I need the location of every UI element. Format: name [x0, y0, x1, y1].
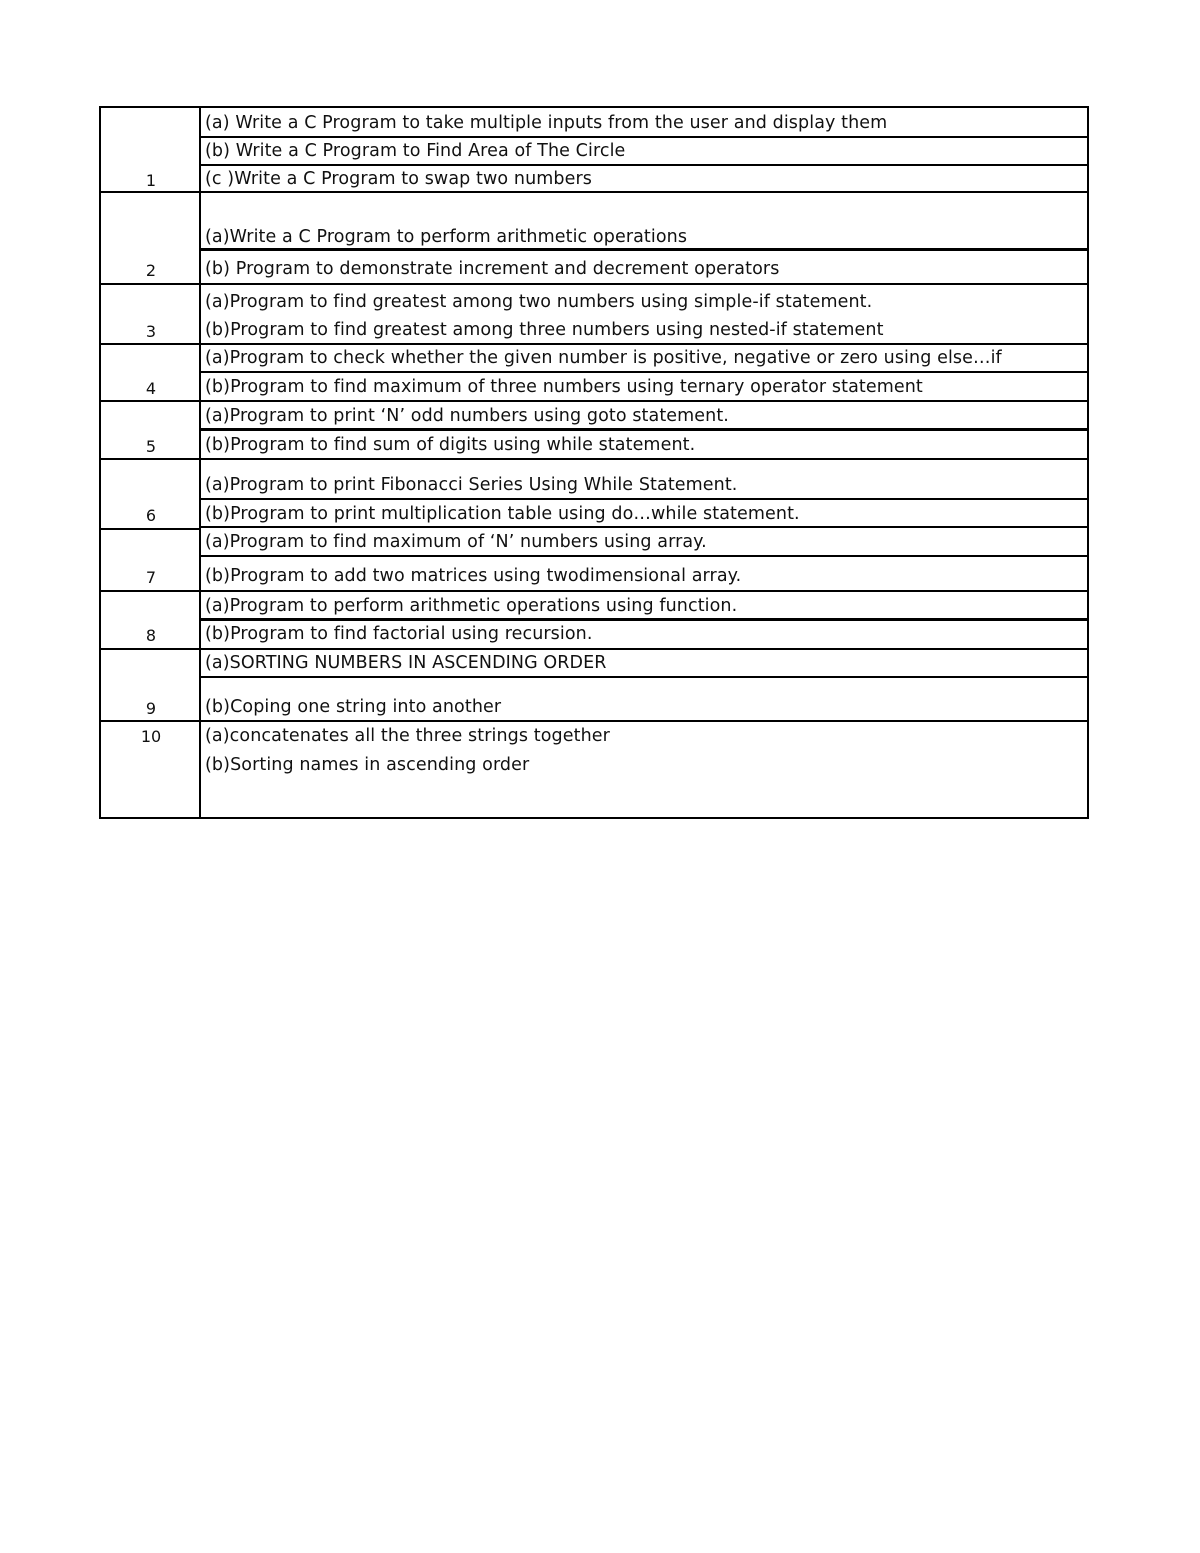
- cell-border: [201, 248, 1087, 251]
- cell-border: [201, 458, 1087, 460]
- cell-border: [201, 136, 1087, 138]
- cell-border: [201, 283, 1087, 285]
- cell-border: [201, 618, 1087, 621]
- cell-border: [201, 164, 1087, 166]
- program-item: (a)concatenates all the three strings together: [205, 726, 610, 746]
- row-number: 9: [145, 699, 157, 718]
- program-item: (b)Program to find sum of digits using while statement.: [205, 435, 696, 455]
- row-number: 4: [145, 379, 157, 398]
- program-item: (c )Write a C Program to swap two numbers: [205, 169, 592, 189]
- program-item: (a)Program to check whether the given number is positive, negative or zero using else…if: [205, 348, 1002, 368]
- program-item: (b)Program to find maximum of three numbers using ternary operator statement: [205, 377, 923, 397]
- program-item: (a)Program to find greatest among two numbers using simple-if statement.: [205, 292, 873, 312]
- cell-border: [201, 720, 1087, 722]
- cell-border: [201, 648, 1087, 650]
- program-item: (b) Program to demonstrate increment and decrement operators: [205, 259, 780, 279]
- program-item: (b)Program to print multiplication table using do…while statement.: [205, 504, 800, 524]
- program-item: (b)Program to add two matrices using twodimensional array.: [205, 566, 742, 586]
- row-number: 2: [145, 261, 157, 280]
- row-number: 1: [145, 171, 157, 190]
- row-separator: [101, 458, 201, 460]
- program-item: (a)SORTING NUMBERS IN ASCENDING ORDER: [205, 653, 607, 673]
- row-separator: [101, 720, 201, 722]
- row-number: 8: [145, 626, 157, 645]
- cell-border: [201, 343, 1087, 345]
- row-separator: [101, 528, 201, 530]
- row-separator: [101, 343, 201, 345]
- row-separator: [101, 283, 201, 285]
- row-number: 10: [140, 727, 162, 746]
- cell-border: [201, 498, 1087, 500]
- program-item: (a)Write a C Program to perform arithmetic operations: [205, 227, 688, 247]
- program-item: (a)Program to find maximum of ‘N’ numbers using array.: [205, 532, 707, 552]
- number-column: [101, 108, 201, 817]
- row-separator: [101, 648, 201, 650]
- row-number: 5: [145, 437, 157, 456]
- cell-border: [201, 555, 1087, 557]
- program-item: (b)Coping one string into another: [205, 697, 502, 717]
- row-number: 7: [145, 568, 157, 587]
- cell-border: [201, 676, 1087, 678]
- cell-border: [201, 590, 1087, 592]
- program-item: (a)Program to print Fibonacci Series Using While Statement.: [205, 475, 738, 495]
- program-list-table: [99, 106, 1089, 819]
- program-item: (b)Program to find factorial using recursion.: [205, 624, 593, 644]
- program-item: (b) Write a C Program to Find Area of The Circle: [205, 141, 626, 161]
- cell-border: [201, 400, 1087, 402]
- row-separator: [101, 400, 201, 402]
- program-item: (b)Program to find greatest among three numbers using nested-if statement: [205, 320, 884, 340]
- row-number: 6: [145, 506, 157, 525]
- program-item: (a) Write a C Program to take multiple inputs from the user and display them: [205, 113, 888, 133]
- cell-border: [201, 371, 1087, 373]
- program-item: (b)Sorting names in ascending order: [205, 755, 530, 775]
- program-item: (a)Program to print ‘N’ odd numbers using goto statement.: [205, 406, 729, 426]
- program-item: (a)Program to perform arithmetic operations using function.: [205, 596, 738, 616]
- cell-border: [201, 191, 1087, 193]
- row-separator: [101, 191, 201, 193]
- cell-border: [201, 428, 1087, 431]
- row-number: 3: [145, 322, 157, 341]
- row-separator: [101, 590, 201, 592]
- cell-border: [201, 526, 1087, 528]
